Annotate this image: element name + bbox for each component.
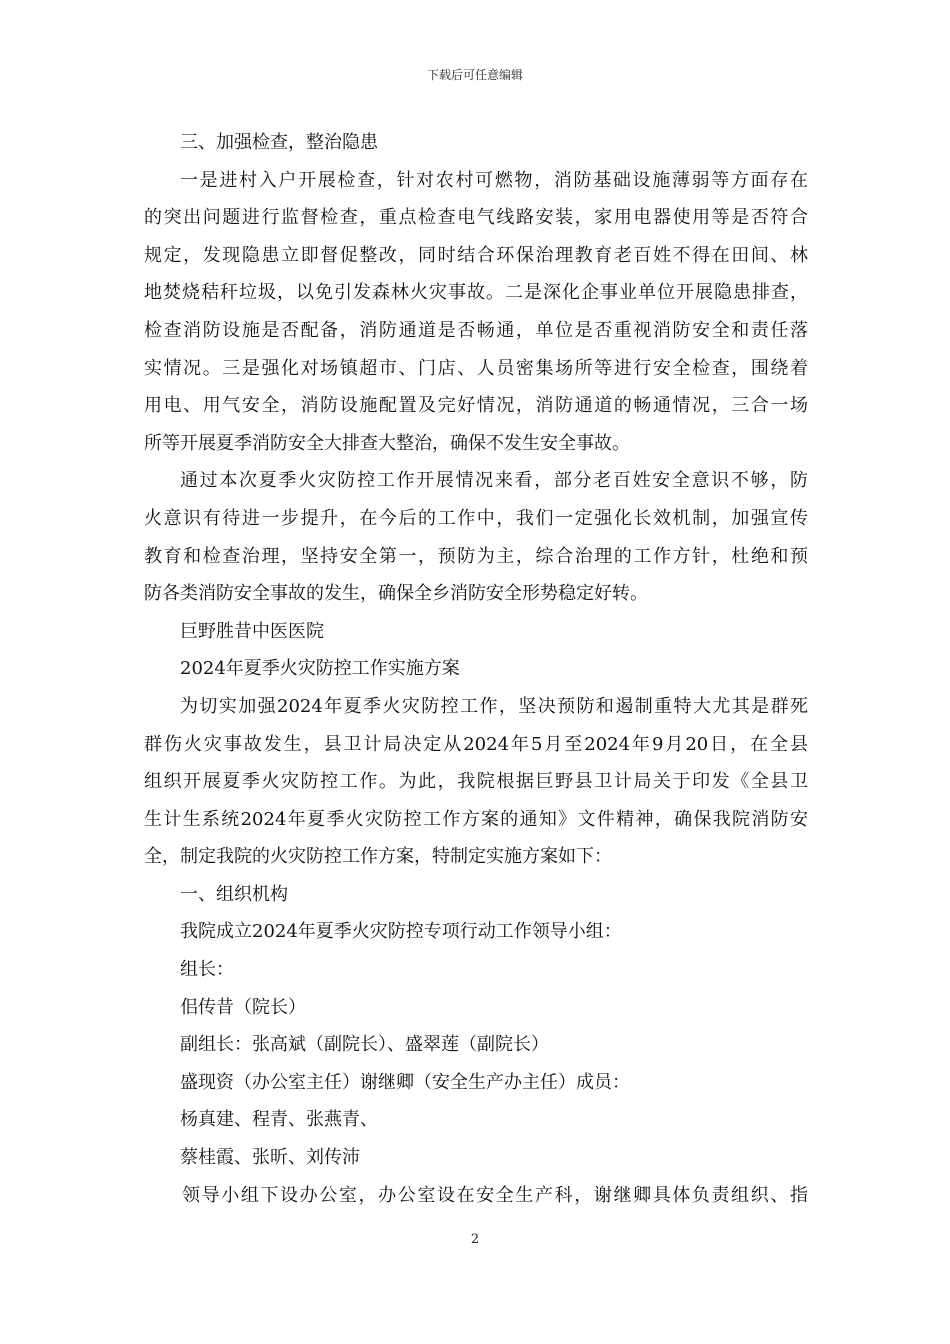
- paragraph-line: 领导小组下设办公室，办公室设在安全生产科，谢继卿具体负责组织、指: [182, 1184, 808, 1206]
- paragraph-line: 生计生系统2024年夏季火灾防控工作方案的通知》文件精神，确保我院消防安: [144, 808, 808, 830]
- document-body: [144, 124, 808, 1214]
- page-header: 下载后可任意编辑: [426, 68, 523, 82]
- list-item: 杨真建、程青、张燕青、: [180, 1109, 378, 1131]
- paragraph-line: 一是进村入户开展检查，针对农村可燃物，消防基础设施薄弱等方面存在: [180, 169, 808, 191]
- paragraph-line: 全，制定我院的火灾防控工作方案，特制定实施方案如下：: [144, 846, 612, 868]
- list-item: 组长：: [180, 959, 234, 981]
- paragraph-line: 规定，发现隐患立即督促整改，同时结合环保治理教育老百姓不得在田间、林: [144, 244, 808, 266]
- section-heading: 三、加强检查，整治隐患: [180, 132, 378, 153]
- list-item: 盛现资（办公室主任）谢继卿（安全生产办主任）成员：: [180, 1071, 630, 1093]
- document-title: 2024年夏季火灾防控工作实施方案: [180, 658, 460, 680]
- page-number: 2: [470, 1232, 480, 1247]
- paragraph-line: 用电、用气安全，消防设施配置及完好情况，消防通道的畅通情况，三合一场: [144, 395, 808, 417]
- section-heading: 一、组织机构: [180, 883, 288, 905]
- paragraph-line: 的突出问题进行监督检查，重点检查电气线路安装，家用电器使用等是否符合: [144, 207, 808, 229]
- paragraph-line: 防各类消防安全事故的发生，确保全乡消防安全形势稳定好转。: [144, 583, 648, 605]
- paragraph-line: 为切实加强2024年夏季火灾防控工作，坚决预防和遏制重特大尤其是群死: [180, 695, 808, 717]
- paragraph-line: 所等开展夏季消防安全大排查大整治，确保不发生安全事故。: [144, 432, 630, 454]
- paragraph-line: 通过本次夏季火灾防控工作开展情况来看，部分老百姓安全意识不够，防: [180, 470, 808, 492]
- paragraph-line: 组织开展夏季火灾防控工作。为此，我院根据巨野县卫计局关于印发《全县卫: [144, 771, 808, 793]
- paragraph-line: 我院成立2024年夏季火灾防控专项行动工作领导小组：: [180, 921, 622, 943]
- organization-name: 巨野胜昔中医医院: [180, 620, 324, 642]
- paragraph-line: 群伤火灾事故发生，县卫计局决定从2024年5月至2024年9月20日，在全县: [144, 733, 808, 755]
- paragraph-line: 地焚烧秸秆垃圾，以免引发森林火灾事故。二是深化企事业单位开展隐患排查，: [144, 282, 808, 304]
- paragraph-line: 实情况。三是强化对场镇超市、门店、人员密集场所等进行安全检查，围绕着: [144, 357, 808, 379]
- paragraph-line: 火意识有待进一步提升，在今后的工作中，我们一定强化长效机制，加强宣传: [144, 507, 808, 529]
- list-item: 副组长：张高斌（副院长）、盛翠莲（副院长）: [180, 1034, 549, 1056]
- paragraph-line: 检查消防设施是否配备，消防通道是否畅通，单位是否重视消防安全和责任落: [144, 319, 808, 341]
- list-item: 佀传昔（院长）: [180, 996, 306, 1018]
- list-item: 蔡桂霞、张昕、刘传沛: [180, 1147, 360, 1169]
- paragraph-line: 教育和检查治理，坚持安全第一，预防为主，综合治理的工作方针，杜绝和预: [144, 545, 808, 567]
